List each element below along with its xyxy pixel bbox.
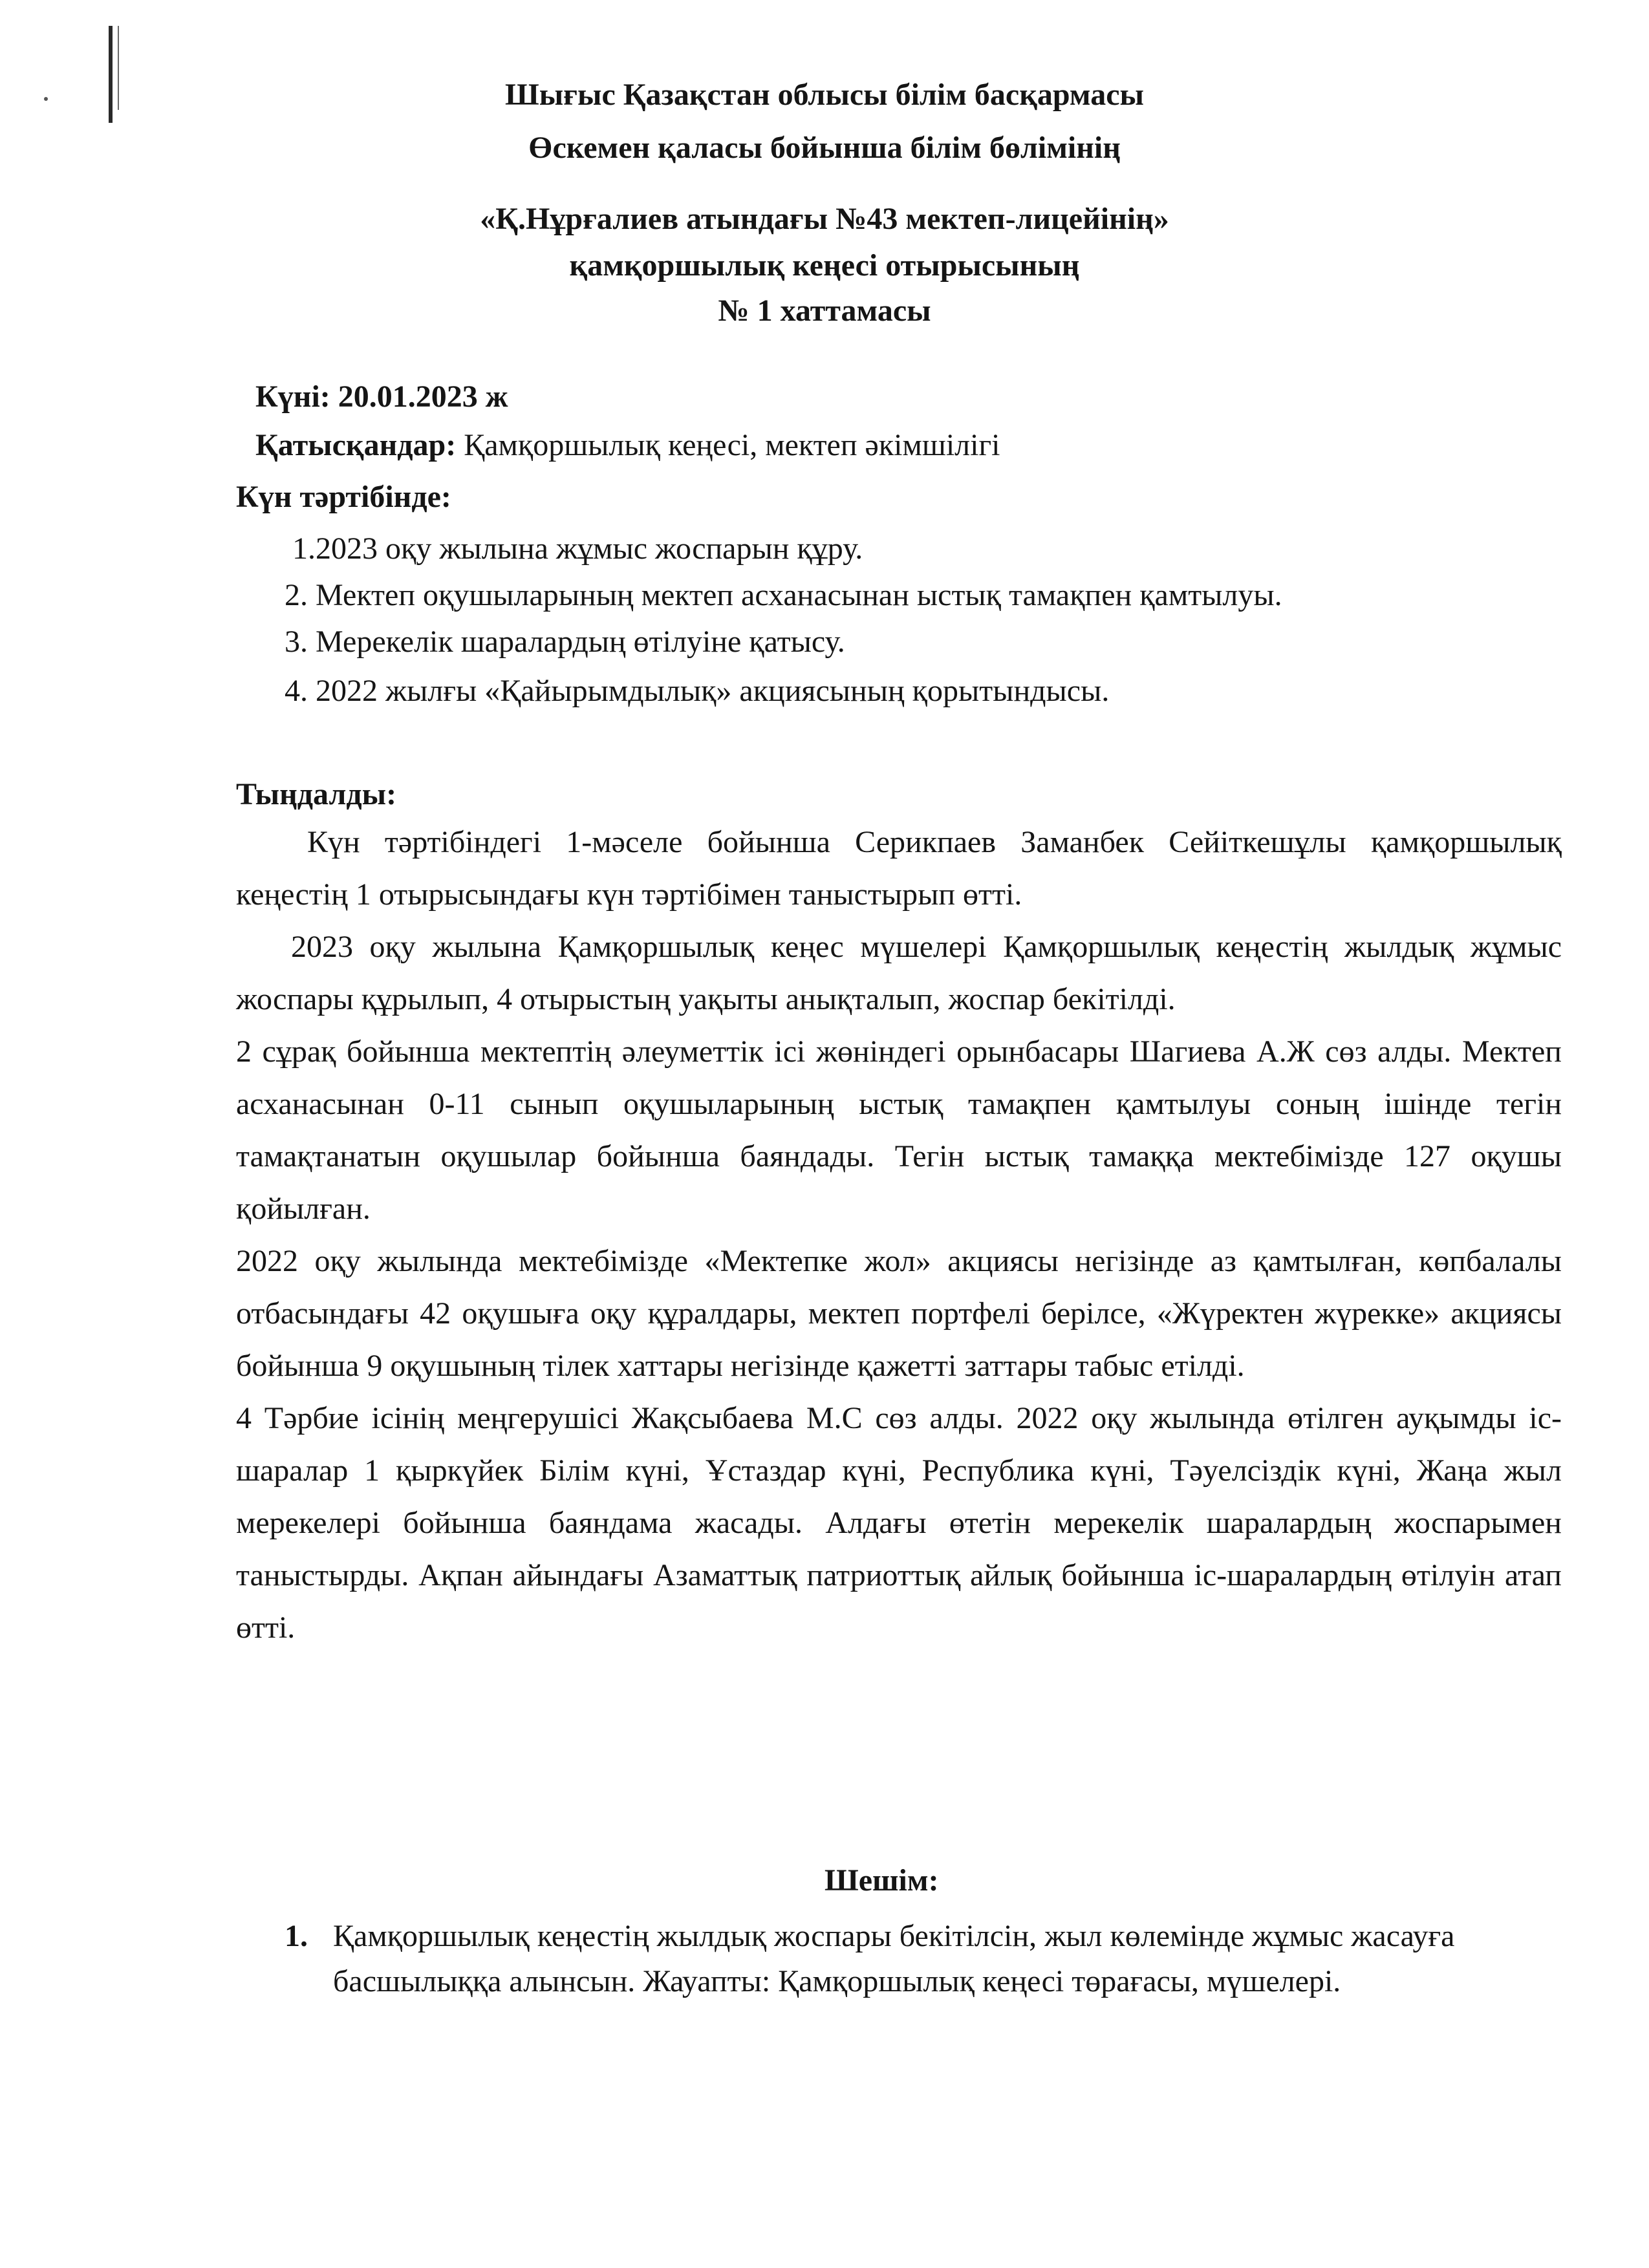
agenda-item: 2. Мектеп оқушыларының мектеп асханасынан ыстық тамақпен қамтылуы.	[285, 578, 1282, 612]
header-protocol-number: № 1 хаттамасы	[718, 294, 931, 328]
heard-paragraph: 2022 оқу жылында мектебімізде «Мектепке жол» акциясы негізінде аз қамтылған, көпбалалы отбасындағы 42 оқушыға оқу құралдары, мектеп портфелі берілсе, «Жүректен жүрекке» акциясы бойынша 9 оқушының тілек хаттары негізінде қажетті заттары табыс етілді.	[236, 1244, 1562, 1383]
decision-title: Шешім:	[824, 1863, 939, 1898]
agenda-item: 4. 2022 жылғы «Қайырымдылық» акциясының қорытындысы.	[285, 674, 1110, 708]
heard-paragraph: 2023 оқу жылына Қамқоршылық кеңес мүшелері Қамқоршылық кеңестің жылдық жұмыс жоспары құрылып, 4 отырыстың уақыты анықталып, жоспар бекітілді.	[236, 930, 1562, 1016]
participants-label: Қатысқандар:	[255, 428, 457, 462]
header-school-name: «Қ.Нұрғалиев атындағы №43 мектеп-лицейінің»	[480, 202, 1169, 236]
header-council-meeting: қамқоршылық кеңесі отырысының	[569, 248, 1080, 283]
heard-paragraph: 4 Тәрбие ісінің меңгерушісі Жақсыбаева М.С сөз алды. 2022 оқу жылында өтілген ауқымды іс-шаралар 1 қыркүйек Білім күні, Ұстаздар күні, Республика күні, Тәуелсіздік күні, Жаңа жыл мерекелері бойынша баяндама жасады. Алдағы өтетін мерекелік шаралардың жоспарымен таныстырды. Ақпан айындағы Азаматтық патриоттық айлық бойынша іс-шаралардың өтілуін атап өтті.	[236, 1401, 1562, 1645]
agenda-item: 1.2023 оқу жылына жұмыс жоспарын құру.	[292, 531, 863, 566]
heard-body	[236, 816, 1562, 1654]
heard-paragraph: 2 сұрақ бойынша мектептің әлеуметтік ісі жөніндегі орынбасары Шагиева А.Ж сөз алды. Мектеп асханасынан 0-11 сынып оқушыларының ыстық тамақпен қамтылуы соның ішінде тегін тамақтанатын оқушылар бойынша баяндады. Тегін ыстық тамаққа мектебімізде 127 оқушы қойылған.	[236, 1034, 1562, 1226]
meeting-date: Күні: 20.01.2023 ж	[255, 380, 508, 414]
decision-item-text: Қамқоршылық кеңестің жылдық жоспары бекітілсін, жыл көлемінде жұмыс жасауға басшылыққа алынсын. Жауапты: Қамқоршылық кеңесі төрағасы, мүшелері.	[333, 1919, 1455, 1998]
participants-value: Қамқоршылық кеңесі, мектеп әкімшілігі	[456, 428, 1000, 462]
agenda-item: 3. Мерекелік шаралардың өтілуіне қатысу.	[285, 625, 845, 659]
participants-line	[255, 427, 1000, 464]
header-city-department: Өскемен қаласы бойынша білім бөлімінің	[528, 131, 1121, 165]
heard-title: Тыңдалды:	[236, 777, 397, 811]
agenda-title: Күн тәртібінде:	[236, 480, 451, 514]
heard-paragraph: Күн тәртібіндегі 1-мәселе бойынша Серикпаев Заманбек Сейіткешұлы қамқоршылық кеңестің 1 отырысындағы күн тәртібімен таныстырып өтті.	[236, 825, 1562, 912]
header-region-office: Шығыс Қазақстан облысы білім басқармасы	[504, 78, 1144, 112]
decision-item-number: 1.	[285, 1919, 308, 1953]
